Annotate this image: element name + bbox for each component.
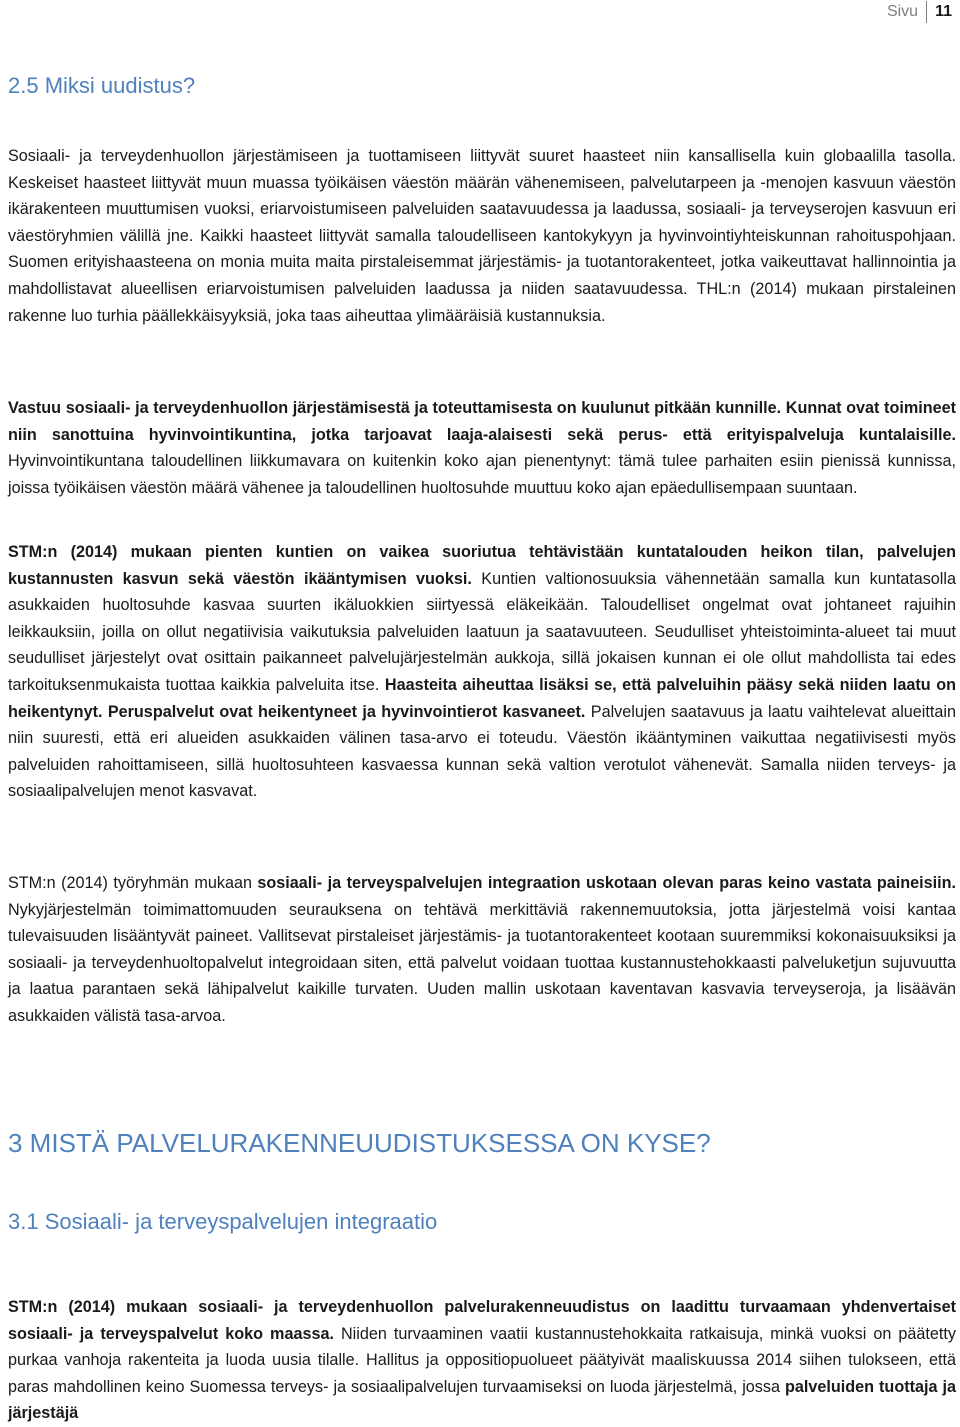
paragraph-3 (8, 539, 956, 805)
paragraph-3-text-1: Kuntien valtionosuuksia vähennetään samalla kun kuntatasolla asukkaiden huoltosuhde kasvaa suurten ikäluokkien siirtyessä eläkeikään. Taloudelliset ongelmat ovat johtaneet rajuihin leikkauksiin, joilla on ollut negatiivisia vaikutuksia palveluiden laatuun ja saatavuuteen. Seudulliset yhteistoiminta-alueet tai muut seudulliset järjestelyt ovat osittain paikanneet palvelujärjestelmän aukkoja, sillä jokaisen kunnan ei ole ollut mahdollista tai edes tarkoituksenmukaista tuottaa kaikkia palveluita itse. (8, 569, 957, 694)
paragraph-4-text-1: STM:n (2014) työryhmän mukaan (8, 874, 258, 892)
paragraph-5-text: Niiden turvaaminen vaatii kustannustehokkaita ratkaisuja, minkä vuoksi on päätetty purkaa vanhoja rakenteita ja luoda uusia tilalle. Hallitus ja oppositiopuolueet päätyivät maaliskuussa 2014 siihen tulokseen, että paras mahdollinen keino Suomessa terveys- ja sosiaalipalvelujen turvaamiseksi on luoda järjestelmä, jossa (8, 1324, 956, 1396)
section-heading-3-1: 3.1 Sosiaali- ja terveyspalvelujen integraatio (8, 1209, 438, 1234)
section-heading-2-5: 2.5 Miksi uudistus? (8, 73, 196, 98)
paragraph-1-text: Sosiaali- ja terveydenhuollon järjestämiseen ja tuottamiseen liittyvät suuret haasteet niin kansallisella kuin globaalilla tasolla. Keskeiset haasteet liittyvät muun muassa työikäisen väestön määrän vähenemiseen, palvelutarpeen ja -menojen kasvuun väestön ikärakenteen muuttumisen vuoksi, eriarvoistumiseen palveluiden saatavuudessa ja laadussa, sosiaali- ja terveyserojen kasvuun eri väestöryhmien välillä jne. Kaikki haasteet liittyvät samalla taloudelliseen kantokykyyn ja hyvinvointiyhteiskunnan rahoituspohjaan. Suomen erityishaasteena on monia muita maita pirstaleisemmat järjestämis- ja tuotantorakenteet, jotka vaikeuttavat hallinnointia ja mahdollistavat alueellisen eriarvoistumisen palveluiden laadussa ja niiden saatavuudessa. THL:n (2014) mukaan pirstaleinen rakenne luo turhia päällekkäisyyksiä, joka taas aiheuttaa ylimääräisiä kustannuksia. (8, 147, 956, 325)
paragraph-4 (8, 870, 956, 1030)
paragraph-4-bold: sosiaali- ja terveyspalvelujen integraation uskotaan olevan paras keino vastata paineisiin. (257, 874, 956, 892)
paragraph-3-text-2: Palvelujen saatavuus ja laatu vaihtelevat alueittain niin suuresti, että eri alueiden asukkaiden välinen tasa-arvo ei toteudu. Väestön ikääntyminen vaikuttaa negatiivisesti myös palveluiden rahoittamiseen, sillä huoltosuhteen kasvaessa kunnan sekä valtion verotulot vähenevät. Samalla niiden terveys- ja sosiaalipalvelujen menot kasvavat. (8, 702, 956, 801)
paragraph-1 (8, 143, 956, 329)
paragraph-2-text: Hyvinvointikuntana taloudellinen liikkumavara on kuitenkin koko ajan pienentynyt: tämä tulee parhaiten esiin pienissä kunnissa, joissa työikäisen väestön määrä vähenee ja taloudellinen huoltosuhde muuttuu koko ajan epäedullisempaan suuntaan. (8, 452, 956, 497)
paragraph-5 (8, 1294, 956, 1427)
page-header (887, 0, 952, 24)
section-heading-3: 3 MISTÄ PALVELURAKENNEUUDISTUKSESSA ON KYSE? (8, 1128, 711, 1158)
paragraph-4-text-2: Nykyjärjestelmän toimimattomuuden seurauksena on tehtävä merkittäviä rakennemuutoksia, jotta järjestelmä voisi kantaa tulevaisuuden lisääntyvät paineet. Vallitsevat pirstaleiset järjestämis- ja tuotantorakenteet kootaan suuremmiksi kokonaisuuksiksi ja sosiaali- ja terveydenhuoltopalvelut integroidaan siten, että palvelut voidaan tuottaa kustannustehokkaasti palveluketjun sujuvuutta ja laatua parantaen sekä lähipalvelut kaikille turvaten. Uuden mallin uskotaan kaventavan kasvavia terveyseroja, ja lisäävän asukkaiden välistä tasa-arvoa. (8, 900, 956, 1025)
page-label: Sivu (886, 3, 919, 20)
page-number: 11 (935, 3, 952, 20)
paragraph-3-bold-2: Haasteita aiheuttaa lisäksi se, että palveluihin pääsy sekä niiden laatu on heikentynyt. Peruspalvelut ovat heikentyneet ja hyvinvointierot kasvaneet. (8, 675, 956, 721)
paragraph-5-bold-1: STM:n (2014) mukaan sosiaali- ja terveydenhuollon palvelurakenneuudistus on laadittu turvaamaan yhdenvertaiset sosiaali- ja terveyspalvelut koko maassa. (8, 1298, 956, 1343)
paragraph-2 (8, 395, 956, 501)
paragraph-2-bold: Vastuu sosiaali- ja terveydenhuollon järjestämisestä ja toteuttamisesta on kuulunut pitkään kunnille. Kunnat ovat toimineet niin sanottuina hyvinvointikuntina, jotka tarjoavat laaja-alaisesti sekä perus- että erityispalveluja kuntalaisille. (8, 399, 956, 444)
paragraph-3-bold-1: STM:n (2014) mukaan pienten kuntien on vaikea suoriutua tehtävistään kuntatalouden heikon tilan, palvelujen kustannusten kasvun sekä väestön ikääntymisen vuoksi. (8, 543, 956, 588)
paragraph-5-bold-2: palveluiden tuottaja ja järjestäjä (8, 1377, 956, 1423)
